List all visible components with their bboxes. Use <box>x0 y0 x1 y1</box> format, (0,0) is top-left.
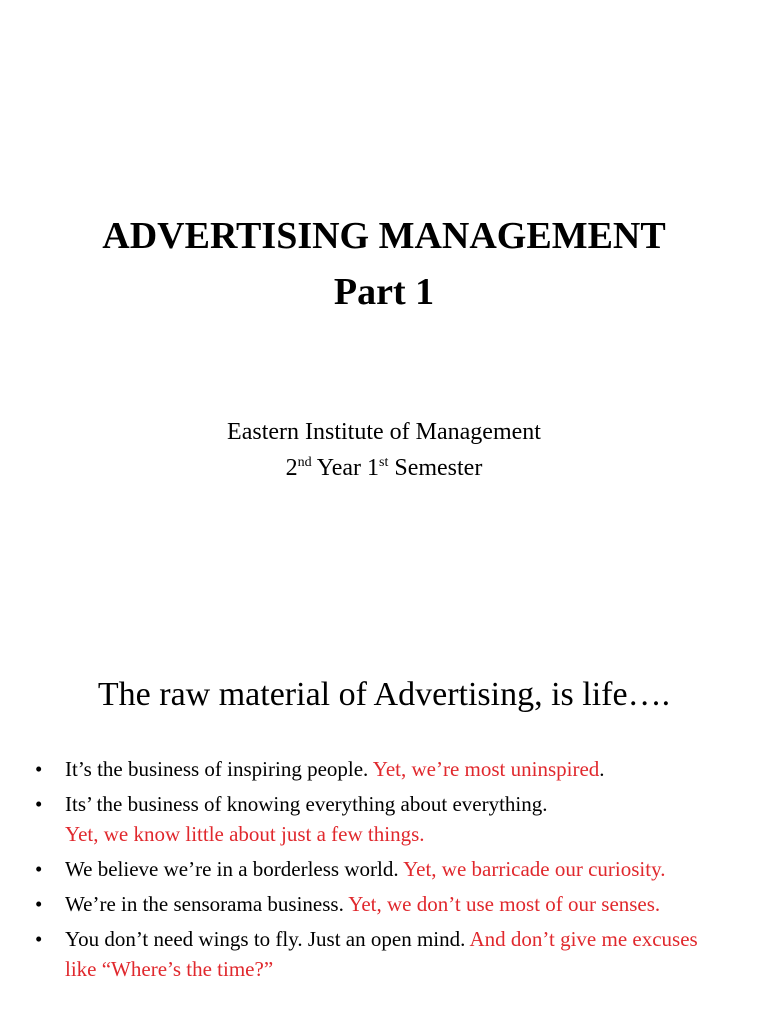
bullet-text: Its’ the business of knowing everything about everything. <box>65 792 548 816</box>
title-line-1: ADVERTISING MANAGEMENT <box>102 215 666 257</box>
semester-ordinal: st <box>379 455 389 470</box>
year-semester <box>0 450 768 486</box>
bullet-dot: • <box>35 857 43 881</box>
title-line-2: Part 1 <box>333 271 435 313</box>
bullet-dot: • <box>35 757 43 781</box>
bullet-dot: • <box>35 792 43 816</box>
content-slide <box>0 640 768 1024</box>
bullet-item <box>0 854 768 884</box>
bullet-dot: • <box>35 892 43 916</box>
slide-heading: The raw material of Advertising, is life…. <box>97 676 671 713</box>
bullet-accent-text: Yet, we’re most uninspired <box>372 757 600 781</box>
slide-subtitle <box>0 414 768 486</box>
bullet-tail: . <box>599 757 605 781</box>
year-ordinal: nd <box>297 455 312 470</box>
bullet-text: We believe we’re in a borderless world. <box>65 857 404 881</box>
bullet-text: You don’t need wings to fly. Just an open mind. <box>65 927 470 951</box>
slide-title <box>0 208 768 320</box>
year-number: 2 <box>285 455 298 481</box>
bullet-text: It’s the business of inspiring people. <box>65 757 373 781</box>
bullet-accent-text: Yet, we don’t use most of our senses. <box>348 892 661 916</box>
bullet-accent-text: Yet, we know little about just a few things. <box>65 822 425 846</box>
year-mid: Year 1 <box>311 455 379 481</box>
bullet-item <box>0 754 768 784</box>
bullet-list <box>0 754 768 989</box>
institute-name: Eastern Institute of Management <box>227 419 541 445</box>
bullet-accent-text: Yet, we barricade our curiosity. <box>403 857 666 881</box>
bullet-item <box>0 889 768 919</box>
semester-tail: Semester <box>388 455 483 481</box>
bullet-item <box>0 924 768 984</box>
bullet-text: We’re in the sensorama business. <box>65 892 349 916</box>
bullet-dot: • <box>35 927 43 951</box>
bullet-accent-text: And don’t give me excuses like “Where’s the time?” <box>65 927 698 981</box>
bullet-item <box>0 789 768 849</box>
